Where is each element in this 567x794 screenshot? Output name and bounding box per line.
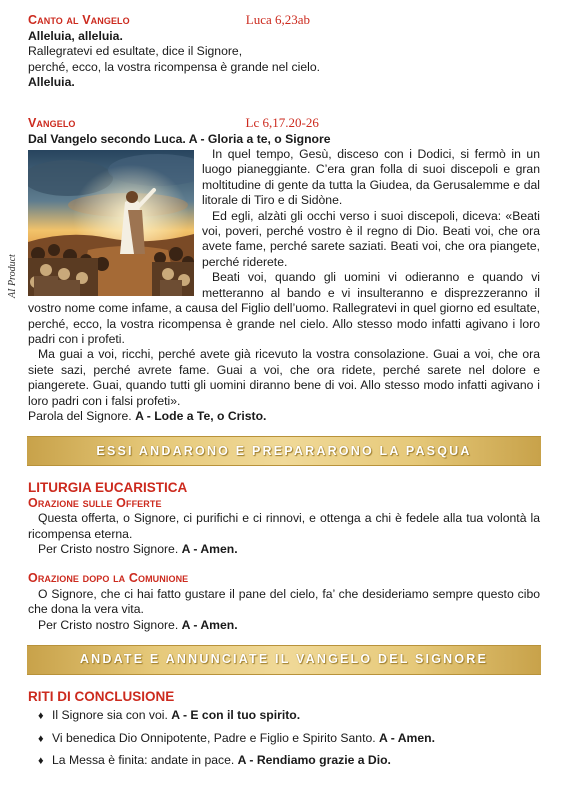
diamond-bullet-icon: ♦ (38, 710, 44, 723)
riti-item-1-text: Il Signore sia con voi. (52, 708, 168, 723)
offerte-response: A - Amen. (181, 541, 238, 556)
vangelo-response: A - Gloria a te, o Signore (188, 131, 331, 146)
canto-line-1: Alleluia, alleluia. (28, 29, 123, 43)
banner-pasqua (27, 436, 541, 466)
riti-item-2-text: Vi benedica Dio Onnipotente, Padre e Figlio e Spirito Santo. (52, 730, 376, 745)
comunione-closing: Per Cristo nostro Signore. (38, 617, 179, 632)
canto-line-2: Rallegratevi ed esultate, dice il Signore, (28, 44, 243, 59)
comunione-title: Orazione dopo la Comunione (28, 571, 189, 586)
riti-item-1-response: A - E con il tuo spirito. (171, 708, 301, 723)
diamond-bullet-icon: ♦ (38, 755, 44, 768)
vangelo-paragraph-4: Ma guai a voi, ricchi, perché avete già ricevuto la vostra consolazione. Guai a voi, che ora siete sazi, perché avrete fame. Guai a voi, che ora ridete, perché sarete nel dolore e piangerete. Guai, quando tutti gli uomini diranno bene di voi. Allo stesso modo infatti agivano i loro padri con i falsi profeti». (28, 347, 540, 408)
comunione-response: A - Amen. (181, 617, 238, 632)
riti-item-3-text: La Messa è finita: andate in pace. (52, 753, 235, 768)
offerte-closing-line (28, 542, 540, 557)
riti-item-3-response: A - Rendiamo grazie a Dio. (237, 753, 391, 768)
riti-item-3 (38, 753, 540, 769)
image-credit-label: AI Product (7, 254, 18, 298)
jesus-preaching-illustration (28, 150, 194, 296)
comunione-text: O Signore, che ci hai fatto gustare il pane del cielo, fa’ che desideriamo sempre questo cibo che dona la vera vita. (28, 586, 540, 617)
canto-header (28, 12, 540, 29)
banner-vangelo (27, 645, 541, 675)
offerte-title: Orazione sulle Offerte (28, 495, 162, 510)
riti-item-1 (38, 708, 540, 724)
canto-title: Canto al Vangelo (28, 13, 130, 27)
jesus-preaching-image (28, 150, 194, 296)
offerte-text: Questa offerta, o Signore, ci purifichi e ci rinnovi, e ottenga a chi è fedele alla tua volontà la ricompensa eterna. (28, 511, 540, 541)
vangelo-intro: Dal Vangelo secondo Luca. (28, 131, 186, 146)
offerte-closing: Per Cristo nostro Signore. (38, 541, 179, 556)
canto-ref: Luca 6,23ab (245, 12, 311, 27)
vangelo-ref: Lc 6,17.20-26 (245, 114, 319, 130)
banner-pasqua-text: ESSI ANDARONO E PREPARARONO LA PASQUA (96, 443, 472, 458)
canto-line-3: perché, ecco, la vostra ricompensa è grande nel cielo. (28, 59, 320, 74)
vangelo-paragraph-2: Ed egli, alzàti gli occhi verso i suoi discepoli, diceva: «Beati voi, poveri, perché vostro è il regno di Dio. Beati voi, che ora avete fame, perché sarete saziati. Beati voi, che ora piangete, perché riderete. (202, 208, 540, 269)
liturgia-title: LITURGIA EUCARISTICA (28, 480, 188, 496)
page (28, 12, 540, 770)
vangelo-intro-line (28, 132, 540, 147)
vangelo-closing: Parola del Signore. (28, 408, 132, 423)
banner-vangelo-text: ANDATE E ANNUNCIATE IL VANGELO DEL SIGNORE (79, 652, 489, 667)
riti-item-2-response: A - Amen. (379, 730, 435, 745)
comunione-closing-line (28, 618, 540, 633)
canto-line-4: Alleluia. (28, 75, 75, 90)
vangelo-closing-line (28, 409, 540, 424)
vangelo-paragraph-3: Beati voi, quando gli uomini vi odieranno e quando vi metteranno al bando e vi insulteranno e disprezzeranno il vostro nome come infame, a causa del Figlio dell’uomo. Rallegratevi in quel giorno ed esultate, perché, ecco, la vostra ricompensa è grande nel cielo. Allo stesso modo infatti agivano i loro padri con i profeti. (28, 270, 540, 346)
riti-title: RITI DI CONCLUSIONE (28, 689, 175, 704)
riti-item-2 (38, 731, 540, 747)
vangelo-paragraph-1: In quel tempo, Gesù, disceso con i Dodici, si fermò in un luogo pianeggiante. C’era gran folla di suoi discepoli e gran moltitudine di gente da tutta la Giudea, da Gerusalemme e dal litorale di Tiro e di Sidòne. (202, 147, 540, 208)
vangelo-title: Vangelo (28, 115, 76, 130)
diamond-bullet-icon: ♦ (38, 732, 44, 745)
vangelo-closing-response: A - Lode a Te, o Cristo. (135, 408, 267, 423)
vangelo-header (28, 115, 540, 132)
